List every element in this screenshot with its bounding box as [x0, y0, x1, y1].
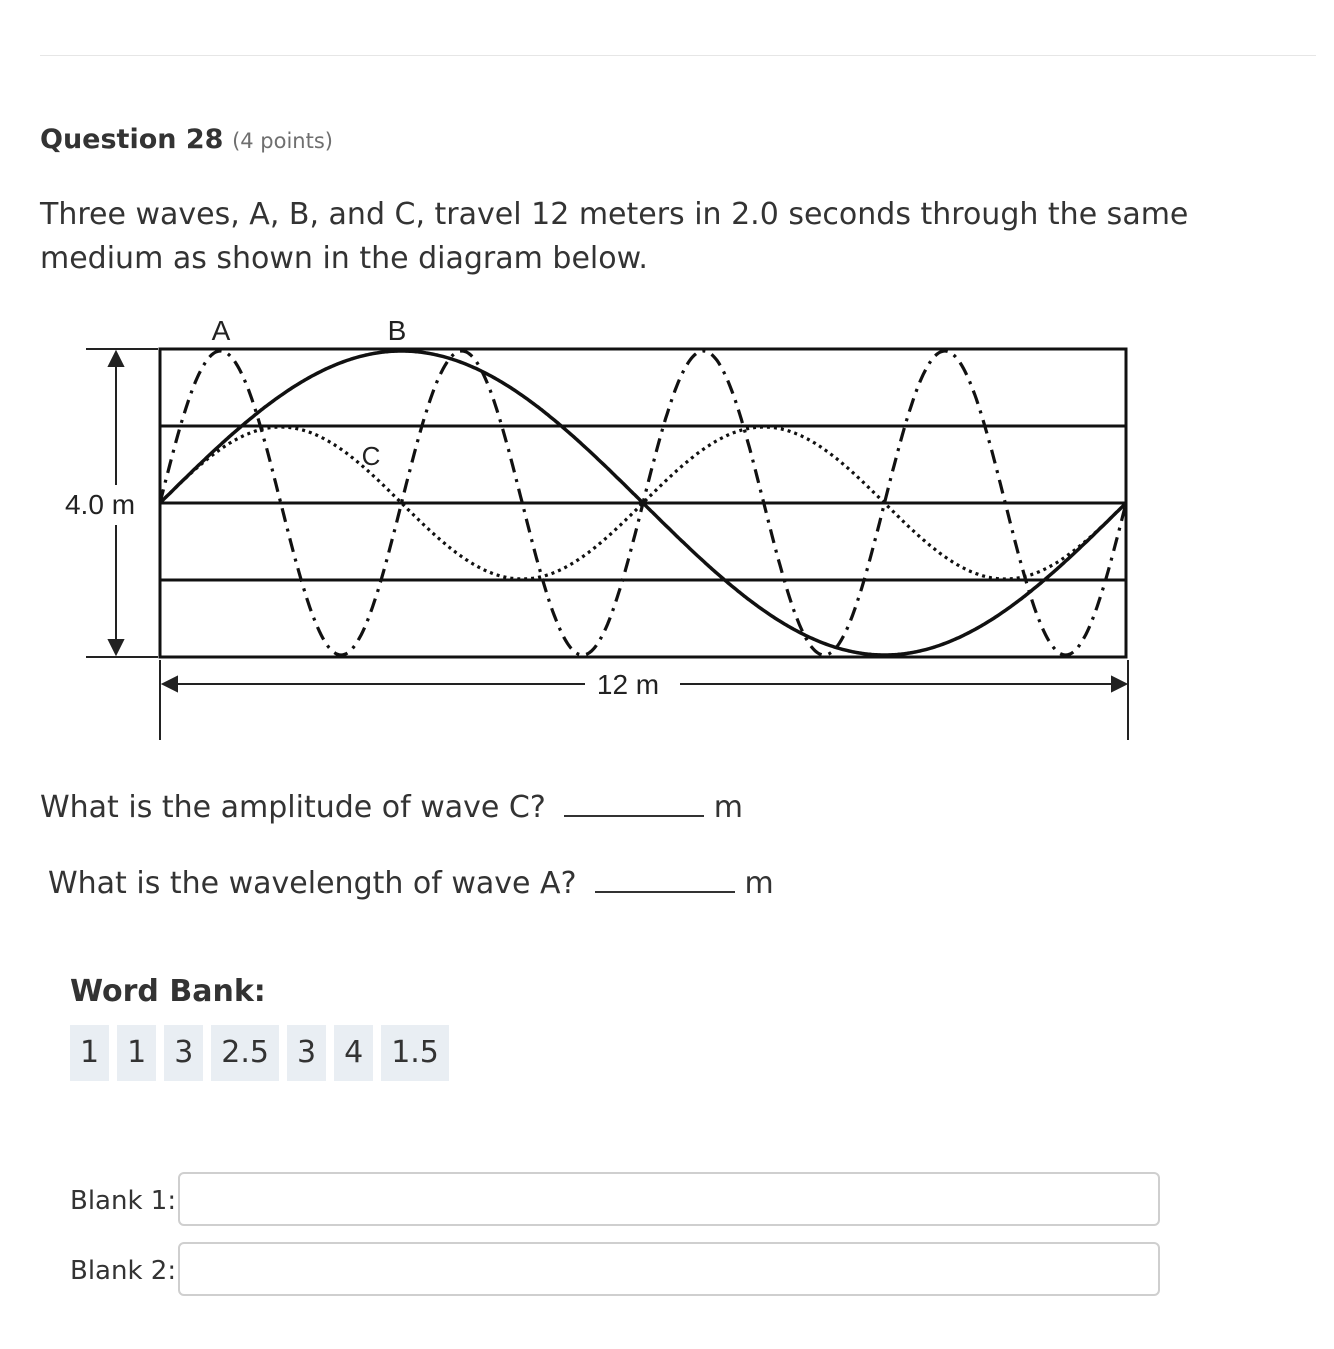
label-a: A [211, 315, 231, 346]
word-bank-chip[interactable]: 1 [70, 1025, 109, 1081]
subquestion-2-unit: m [744, 866, 774, 901]
question-points: (4 points) [232, 129, 333, 153]
blank-2-input[interactable] [178, 1242, 1160, 1296]
subquestion-1-text: What is the amplitude of wave C? [40, 790, 546, 825]
question-header [40, 124, 333, 155]
word-bank [70, 1025, 449, 1081]
subquestion-1 [40, 790, 743, 825]
blank-line-1 [564, 791, 704, 817]
subquestion-1-unit: m [713, 790, 743, 825]
word-bank-chip[interactable]: 4 [334, 1025, 373, 1081]
blank-2-label: Blank 2: [70, 1256, 177, 1286]
word-bank-chip[interactable]: 1.5 [381, 1025, 449, 1081]
label-b: B [387, 315, 407, 346]
word-bank-chip[interactable]: 3 [287, 1025, 326, 1081]
width-label: 12 m [596, 669, 660, 700]
blank-1-input[interactable] [178, 1172, 1160, 1226]
word-bank-chip[interactable]: 3 [164, 1025, 203, 1081]
blank-1-label: Blank 1: [70, 1186, 177, 1216]
subquestion-2 [48, 866, 774, 901]
question-prompt: Three waves, A, B, and C, travel 12 meters in 2.0 seconds through the same medium as shown in the diagram below. [40, 197, 1189, 276]
subquestion-2-text: What is the wavelength of wave A? [48, 866, 577, 901]
blank-line-2 [595, 867, 735, 893]
word-bank-chip[interactable]: 1 [117, 1025, 156, 1081]
top-divider [40, 55, 1316, 56]
wave-diagram [0, 300, 1334, 750]
question-title: Question 28 [40, 124, 224, 155]
word-bank-chip[interactable]: 2.5 [211, 1025, 279, 1081]
word-bank-title: Word Bank: [70, 974, 266, 1009]
height-label: 4.0 m [64, 489, 136, 520]
label-c: C [361, 441, 381, 471]
